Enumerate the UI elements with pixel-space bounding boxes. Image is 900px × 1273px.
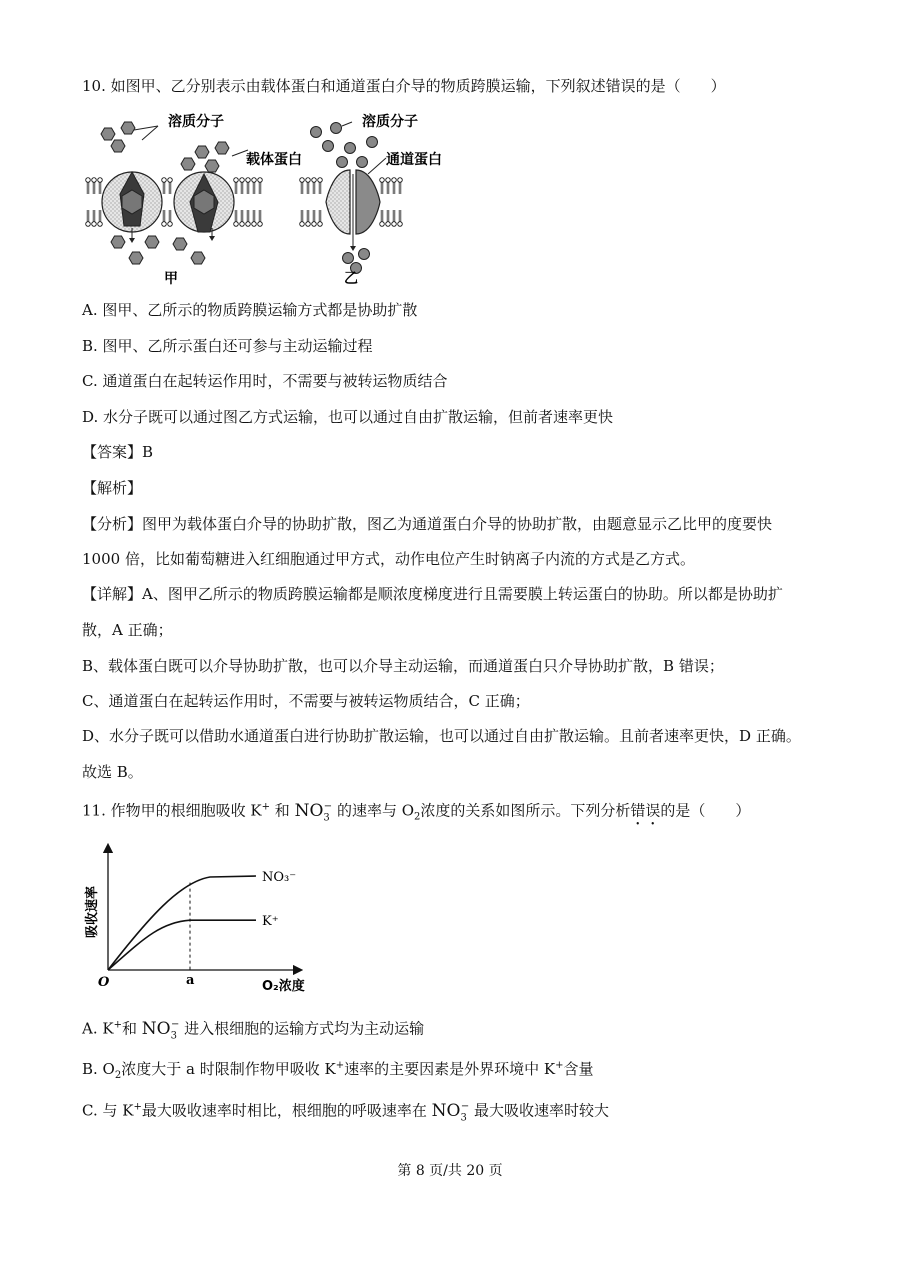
lipid-head-bottom [300, 210, 305, 226]
q11-option-c: C. 与 K+最大吸收速率时相比，根细胞的呼吸速率在 $NO_3^-$ 最大吸收速率时较大 [82, 1100, 610, 1124]
q10-option-b: B. 图甲、乙所示蛋白还可参与主动运输过程 [82, 337, 373, 355]
series-k-label: K⁺ [262, 914, 279, 930]
q10-option-a: A. 图甲、乙所示的物质跨膜运输方式都是协助扩散 [82, 301, 418, 319]
q10-detail-d: D、水分子既可以借助水通道蛋白进行协助扩散运输，也可以通过自由扩散运输。且前者速率更快，D 正确。 [82, 727, 801, 745]
q10-analysis-line2: 1000 倍，比如葡萄糖进入红细胞通过甲方式，动作电位产生时钠离子内流的方式是乙方式。 [82, 550, 695, 568]
q11-stem: 11. 作物甲的根细胞吸收 K+ 和 $NO_3^-$ 的速率与 $O_2$浓度的关系如图所示。下列分析错误的是（ ） [82, 800, 751, 824]
lipid-head-top [318, 178, 323, 194]
lipid-head-bottom [246, 210, 251, 226]
lipid-head-bottom [168, 210, 173, 226]
q10-option-d: D. 水分子既可以通过图乙方式运输，也可以通过自由扩散运输，但前者速率更快 [82, 408, 614, 426]
lipid-head-top [86, 178, 91, 194]
q11-option-b: B. $O_2$浓度大于 a 时限制作物甲吸收 K+速率的主要因素是外界环境中 K+含量 [82, 1060, 594, 1081]
lipid-head-bottom [392, 210, 397, 226]
q10-detail-line2: 散，A 正确； [82, 621, 173, 639]
q10-analysis-line1: 【分析】图甲为载体蛋白介导的协助扩散，图乙为通道蛋白介导的协助扩散，由题意显示乙比甲的度要快 [82, 515, 773, 533]
lipid-head-top [98, 178, 103, 194]
membrane-transport-figure [80, 108, 460, 288]
lipid-head-bottom [234, 210, 239, 226]
q10-option-c: C. 通道蛋白在起转运作用时，不需要与被转运物质结合 [82, 372, 448, 390]
lipid-head-bottom [398, 210, 403, 226]
lipid-head-top [392, 178, 397, 194]
lipid-head-bottom [240, 210, 245, 226]
page-footer: 第 8 页/共 20 页 [397, 1163, 503, 1179]
series-no3-label: NO₃⁻ [262, 870, 297, 885]
series-no3-line [108, 876, 256, 970]
lipid-head-top [168, 178, 173, 194]
lipid-head-bottom [318, 210, 323, 226]
caption-yi: 乙 [344, 271, 358, 287]
label-carrier-protein: 载体蛋白 [246, 152, 302, 168]
x-tick-label-a: a [186, 973, 195, 988]
lipid-head-top [380, 178, 385, 194]
q10-answer: 【答案】B [82, 443, 154, 461]
lipid-head-top [386, 178, 391, 194]
lipid-head-top [312, 178, 317, 194]
lipid-head-top [252, 178, 257, 194]
label-solute-right: 溶质分子 [362, 114, 418, 130]
q10-conclusion: 故选 B。 [82, 763, 143, 781]
lipid-head-bottom [92, 210, 97, 226]
lipid-head-top [234, 178, 239, 194]
lipid-head-top [258, 178, 263, 194]
label-solute-left: 溶质分子 [168, 114, 224, 130]
channel-protein [326, 170, 380, 251]
series-k-line [108, 920, 256, 970]
lipid-head-bottom [98, 210, 103, 226]
label-channel-protein: 通道蛋白 [386, 152, 442, 168]
caption-jia: 甲 [164, 271, 178, 287]
lipid-head-top [306, 178, 311, 194]
lipid-head-bottom [312, 210, 317, 226]
origin-label: O [98, 975, 110, 990]
lipid-head-bottom [162, 210, 167, 226]
carrier-protein-1 [102, 172, 162, 232]
lipid-head-top [398, 178, 403, 194]
lipid-head-bottom [386, 210, 391, 226]
q11-option-a: A. K+和 $NO_3^-$ 进入根细胞的运输方式均为主动运输 [82, 1018, 425, 1042]
y-axis-label: 吸收速率 [85, 885, 100, 939]
q10-stem: 10. 如图甲、乙分别表示由载体蛋白和通道蛋白介导的物质跨膜运输，下列叙述错误的是（ ） [82, 77, 726, 95]
lipid-head-bottom [306, 210, 311, 226]
lipid-head-bottom [86, 210, 91, 226]
q10-detail-b: B、载体蛋白既可以介导协助扩散，也可以介导主动运输，而通道蛋白只介导协助扩散，B 错误； [82, 657, 724, 675]
absorption-rate-chart [84, 840, 324, 1000]
carrier-protein-2 [174, 172, 234, 232]
q10-detail-c: C、通道蛋白在起转运作用时，不需要与被转运物质结合，C 正确； [82, 692, 530, 710]
x-axis-label: O₂浓度 [262, 979, 305, 994]
lipid-head-top [240, 178, 245, 194]
lipid-head-bottom [258, 210, 263, 226]
lipid-head-top [246, 178, 251, 194]
lipid-head-bottom [252, 210, 257, 226]
q10-analysis-title: 【解析】 [82, 479, 143, 497]
lipid-head-top [162, 178, 167, 194]
lipid-head-top [92, 178, 97, 194]
lipid-head-top [300, 178, 305, 194]
q10-detail-line1: 【详解】A、图甲乙所示的物质跨膜运输都是顺浓度梯度进行且需要膜上转运蛋白的协助。所以都是协助扩 [82, 585, 783, 603]
lipid-head-bottom [380, 210, 385, 226]
